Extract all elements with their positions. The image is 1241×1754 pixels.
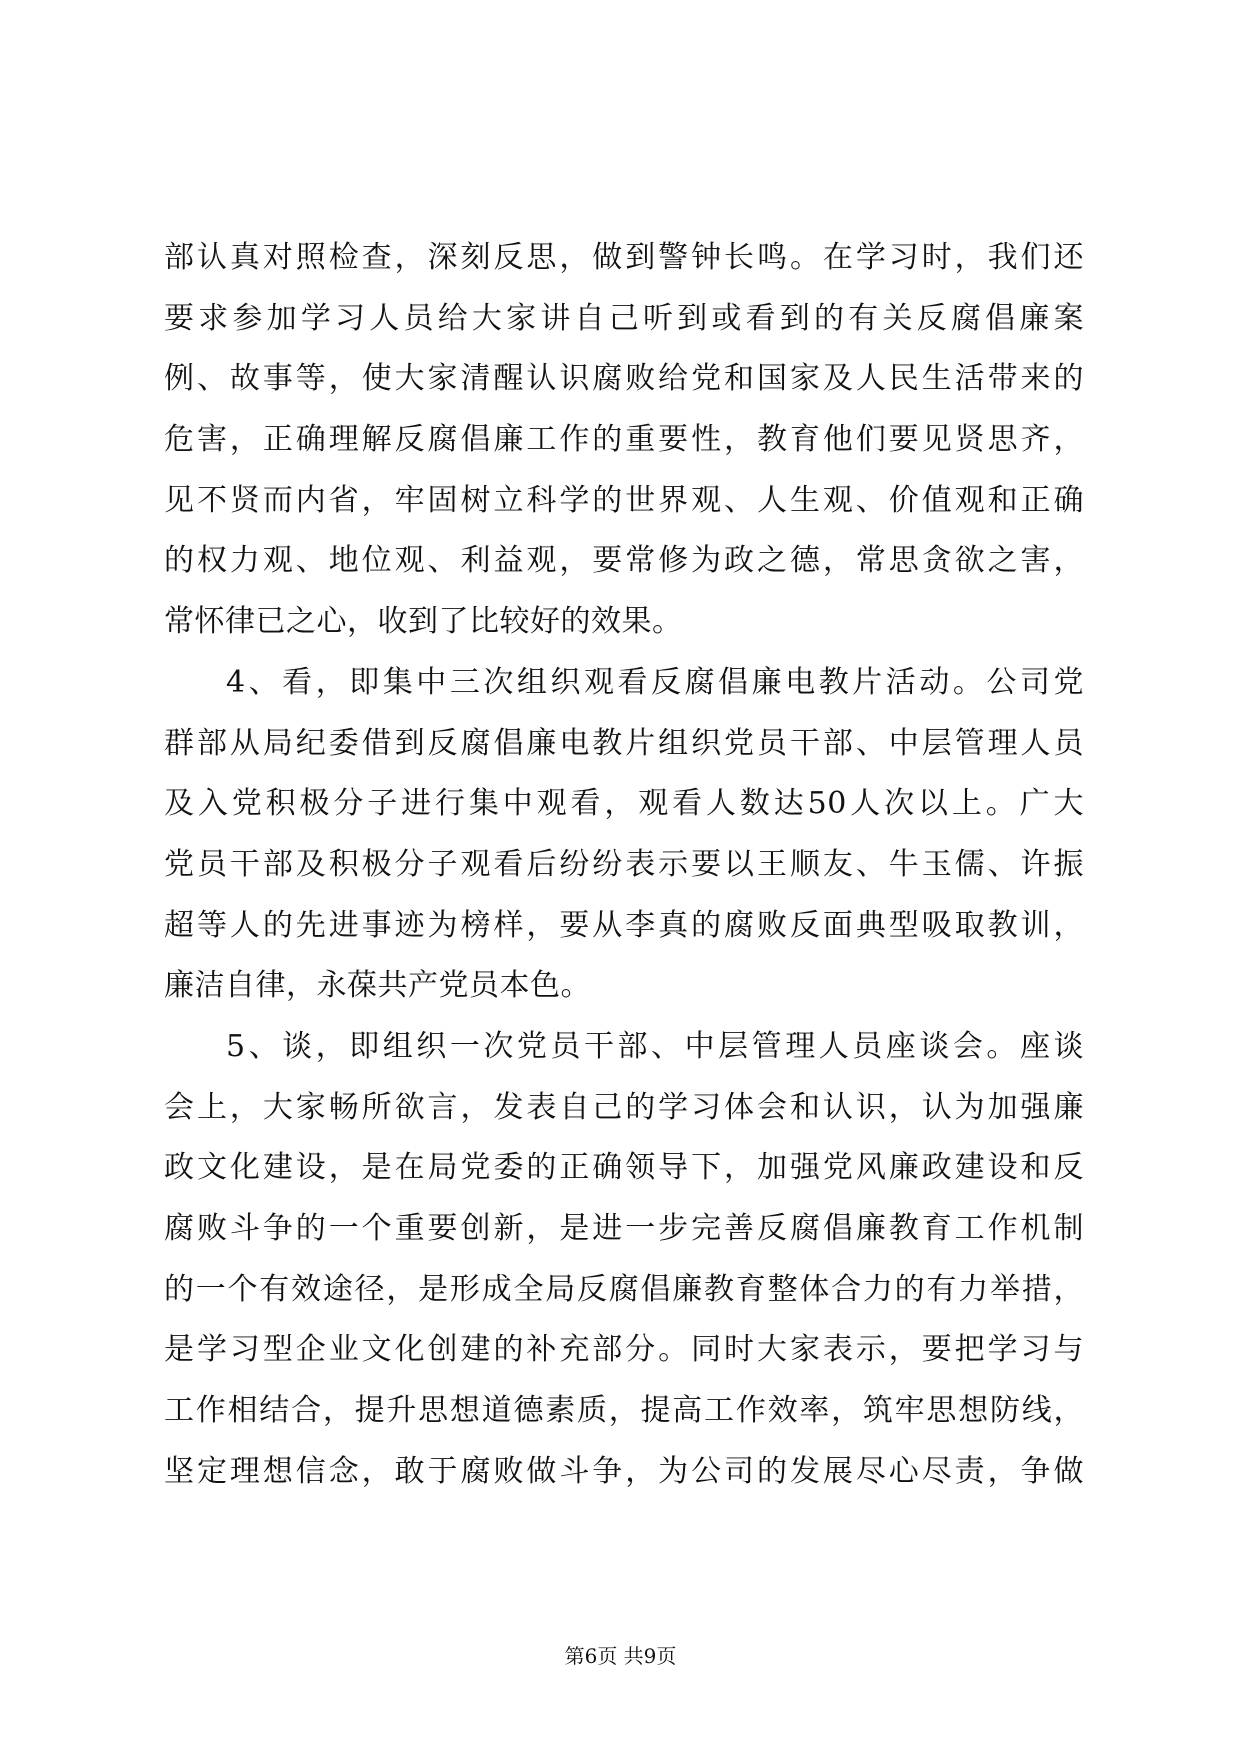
body-text — [164, 228, 1084, 1502]
text-line: 见不贤而内省，牢固树立科学的世界观、人生观、价值观和正确 — [164, 482, 1084, 518]
text-line: 廉洁自律，永葆共产党员本色。 — [164, 968, 591, 1004]
text-line: 要求参加学习人员给大家讲自己听到或看到的有关反腐倡廉案 — [164, 300, 1084, 336]
text-line: 危害，正确理解反腐倡廉工作的重要性，教育他们要见贤思齐， — [164, 422, 1084, 458]
text-line: 的权力观、地位观、利益观，要常修为政之德，常思贪欲之害， — [164, 543, 1084, 579]
text-line: 是学习型企业文化创建的补充部分。同时大家表示，要把学习与 — [164, 1332, 1084, 1368]
text-line: 政文化建设，是在局党委的正确领导下，加强党风廉政建设和反 — [164, 1150, 1084, 1186]
text-line: 群部从局纪委借到反腐倡廉电教片组织党员干部、中层管理人员 — [164, 725, 1084, 761]
text-line: 部认真对照检查，深刻反思，做到警钟长鸣。在学习时，我们还 — [164, 240, 1084, 275]
page-number-footer: 第6页 共9页 — [564, 1644, 677, 1668]
text-line: 超等人的先进事迹为榜样，要从李真的腐败反面典型吸取教训， — [164, 907, 1084, 943]
text-line: 及入党积极分子进行集中观看，观看人数达50人次以上。广大 — [164, 786, 1084, 822]
text-line: 党员干部及积极分子观看后纷纷表示要以王顺友、牛玉儒、许振 — [164, 846, 1084, 882]
paragraph-5-first-line: 5、谈，即组织一次党员干部、中层管理人员座谈会。座谈 — [226, 1028, 1084, 1064]
text-line: 的一个有效途径，是形成全局反腐倡廉教育整体合力的有力举措， — [164, 1271, 1084, 1307]
text-line: 会上，大家畅所欲言，发表自己的学习体会和认识，认为加强廉 — [164, 1089, 1084, 1125]
text-line: 坚定理想信念，敢于腐败做斗争，为公司的发展尽心尽责，争做 — [164, 1453, 1084, 1489]
paragraph-4-first-line: 4、看，即集中三次组织观看反腐倡廉电教片活动。公司党 — [226, 664, 1084, 700]
text-line: 工作相结合，提升思想道德素质，提高工作效率，筑牢思想防线， — [164, 1393, 1084, 1429]
text-line: 例、故事等，使大家清醒认识腐败给党和国家及人民生活带来的 — [164, 361, 1084, 397]
text-line: 常怀律已之心，收到了比较好的效果。 — [164, 604, 683, 640]
text-line: 腐败斗争的一个重要创新，是进一步完善反腐倡廉教育工作机制 — [164, 1211, 1084, 1246]
